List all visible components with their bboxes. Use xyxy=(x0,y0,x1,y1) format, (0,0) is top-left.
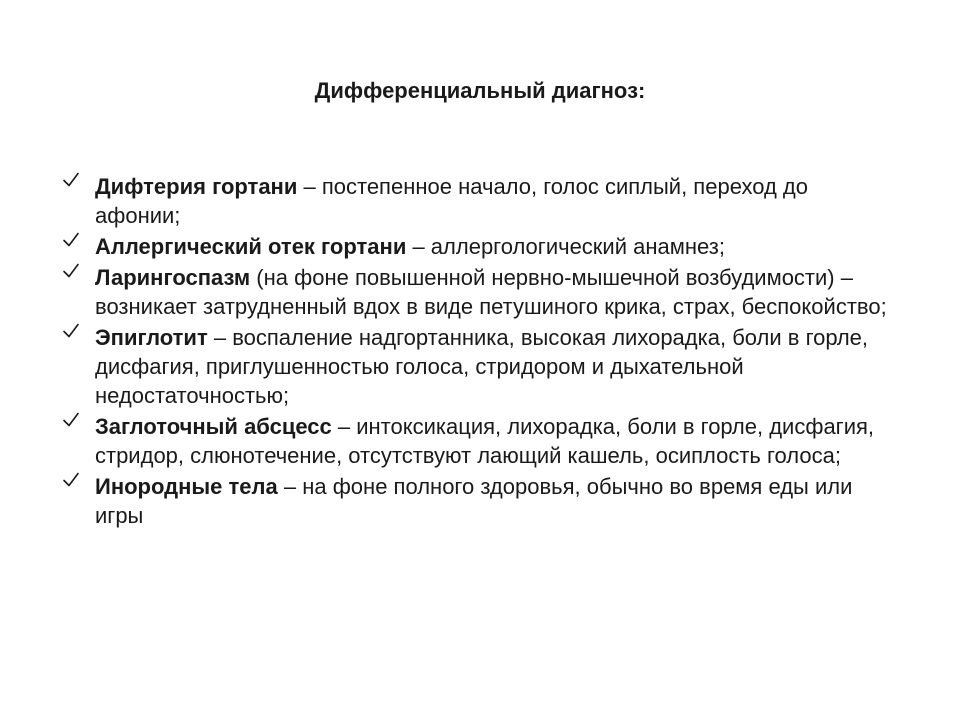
diagnosis-term: Инородные тела xyxy=(95,474,278,499)
list-item xyxy=(95,172,895,230)
checkmark-icon xyxy=(61,410,81,430)
list-item xyxy=(95,323,895,410)
checkmark-icon xyxy=(61,470,81,490)
checkmark-icon xyxy=(61,261,81,281)
list-item xyxy=(95,232,895,261)
diagnosis-term: Аллергический отек гортани xyxy=(95,234,407,259)
diagnosis-description: – аллергологический анамнез; xyxy=(406,234,725,259)
diagnosis-description: – на фоне полного здоровья, обычно во время еды или игры xyxy=(95,474,853,528)
diagnosis-description: – воспаление надгортанника, высокая лихорадка, боли в горле, дисфагия, приглушенностью голоса, стридором и дыхательной недостаточностью; xyxy=(95,325,869,408)
diagnosis-description: – постепенное начало, голос сиплый, переход до афонии; xyxy=(95,174,808,228)
diagnosis-term: Эпиглотит xyxy=(95,325,208,350)
list-item xyxy=(95,412,895,470)
checkmark-icon xyxy=(61,230,81,250)
diagnosis-term: Заглоточный абсцесс xyxy=(95,414,332,439)
diagnosis-description: (на фоне повышенной нервно-мышечной возбудимости) – возникает затрудненный вдох в виде петушиного крика, страх, беспокойство; xyxy=(95,265,887,319)
diagnosis-list xyxy=(95,172,895,532)
checkmark-icon xyxy=(61,321,81,341)
checkmark-icon xyxy=(61,170,81,190)
list-item xyxy=(95,263,895,321)
diagnosis-term: Ларингоспазм xyxy=(95,265,251,290)
diagnosis-term: Дифтерия гортани xyxy=(95,174,298,199)
slide-title: Дифференциальный диагноз: xyxy=(314,78,646,103)
diagnosis-description: – интоксикация, лихорадка, боли в горле, дисфагия, стридор, слюнотечение, отсутствуют лающий кашель, осиплость голоса; xyxy=(95,414,875,468)
list-item xyxy=(95,472,895,530)
